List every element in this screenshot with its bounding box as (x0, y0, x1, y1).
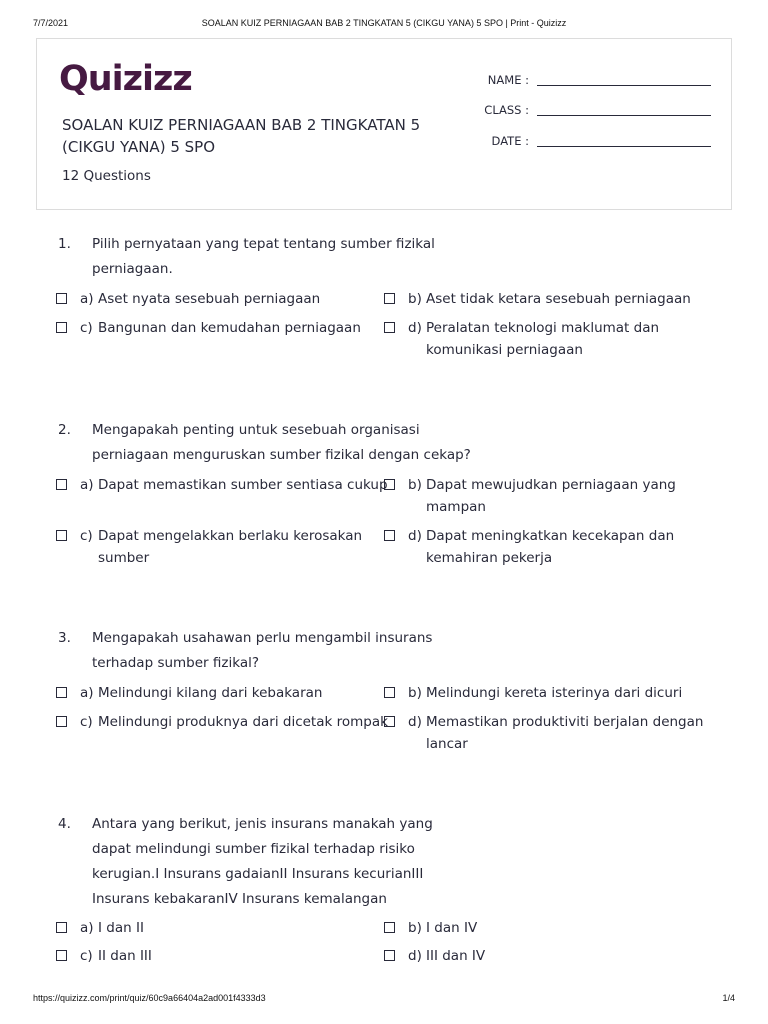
date-line[interactable] (537, 146, 711, 147)
option-text: Peralatan teknologi maklumat dan komunikasi perniagaan (426, 320, 660, 358)
checkbox[interactable] (56, 922, 67, 933)
quiz-header-card (36, 38, 732, 210)
option-letter: a) (80, 477, 94, 493)
question-text: Antara yang berikut, jenis insurans manakah yang dapat melindungi sumber fizikal terhadap risiko kerugian.I Insurans gadaianII Insurans kecurianIII Insurans kebakaranIV Insurans kemalangan (92, 816, 433, 907)
option-letter: c) (80, 528, 93, 544)
option-text: Melindungi kereta isterinya dari dicuri (426, 685, 683, 701)
checkbox[interactable] (384, 322, 395, 333)
checkbox[interactable] (56, 293, 67, 304)
name-line[interactable] (537, 85, 711, 86)
class-line[interactable] (537, 115, 711, 116)
checkbox[interactable] (56, 716, 67, 727)
checkbox[interactable] (56, 530, 67, 541)
option-text: Dapat mewujudkan perniagaan yang mampan (426, 477, 676, 515)
question-text: Pilih pernyataan yang tepat tentang sumber fizikal perniagaan. (92, 236, 435, 277)
option-text: Dapat memastikan sumber sentiasa cukup (98, 477, 388, 493)
option-letter: d) (408, 948, 422, 964)
option-letter: d) (408, 528, 422, 544)
option-letter: c) (80, 714, 93, 730)
option-letter: c) (80, 948, 93, 964)
date-label: DATE : (491, 134, 529, 148)
checkbox[interactable] (56, 322, 67, 333)
option-letter: b) (408, 920, 422, 936)
svg-text:Quizizz: Quizizz (59, 59, 192, 97)
option-text: Memastikan produktiviti berjalan dengan lancar (426, 714, 704, 752)
print-date: 7/7/2021 (33, 18, 69, 28)
option-text: Dapat mengelakkan berlaku kerosakan sumber (98, 528, 363, 566)
option-letter: a) (80, 685, 94, 701)
question-number: 4. (58, 816, 71, 832)
print-footer (33, 993, 735, 1005)
option-text: Aset nyata sesebuah perniagaan (98, 291, 321, 307)
option-letter: b) (408, 477, 422, 493)
quiz-title: SOALAN KUIZ PERNIAGAAN BAB 2 TINGKATAN 5 (CIKGU YANA) 5 SPO (62, 116, 421, 156)
checkbox[interactable] (384, 687, 395, 698)
option-text: Melindungi kilang dari kebakaran (98, 685, 323, 701)
date-field[interactable] (457, 132, 713, 152)
option-letter: c) (80, 320, 93, 336)
option-letter: b) (408, 291, 422, 307)
option-text: I dan II (98, 920, 144, 936)
question-text: Mengapakah usahawan perlu mengambil insurans terhadap sumber fizikal? (92, 630, 433, 671)
option-text: Dapat meningkatkan kecekapan dan kemahiran pekerja (426, 528, 675, 566)
question-number: 1. (58, 236, 71, 252)
quizizz-logo (59, 57, 199, 97)
option-letter: a) (80, 291, 94, 307)
class-field[interactable] (457, 101, 713, 121)
checkbox[interactable] (56, 687, 67, 698)
option-letter: d) (408, 714, 422, 730)
class-label: CLASS : (484, 103, 529, 117)
checkbox[interactable] (384, 716, 395, 727)
checkbox[interactable] (384, 530, 395, 541)
option-text: III dan IV (426, 948, 486, 964)
question-text: Mengapakah penting untuk sesebuah organisasi perniagaan menguruskan sumber fizikal dengan cekap? (92, 422, 471, 463)
question-count: 12 Questions (62, 168, 151, 184)
option-text: Melindungi produknya dari dicetak rompak (98, 714, 388, 730)
checkbox[interactable] (384, 922, 395, 933)
option-letter: b) (408, 685, 422, 701)
checkbox[interactable] (56, 950, 67, 961)
checkbox[interactable] (384, 950, 395, 961)
checkbox[interactable] (384, 479, 395, 490)
option-text: Aset tidak ketara sesebuah perniagaan (426, 291, 691, 307)
question-number: 2. (58, 422, 71, 438)
print-header (33, 18, 735, 30)
question-number: 3. (58, 630, 71, 646)
checkbox[interactable] (384, 293, 395, 304)
page-number: 1/4 (722, 993, 735, 1003)
checkbox[interactable] (56, 479, 67, 490)
print-page-title: SOALAN KUIZ PERNIAGAAN BAB 2 TINGKATAN 5 (CIKGU YANA) 5 SPO | Print - Quizizz (201, 18, 567, 28)
option-text: II dan III (98, 948, 152, 964)
option-letter: d) (408, 320, 422, 336)
option-letter: a) (80, 920, 94, 936)
option-text: I dan IV (426, 920, 478, 936)
option-text: Bangunan dan kemudahan perniagaan (98, 320, 361, 336)
print-url: https://quizizz.com/print/quiz/60c9a66404a2ad001f4333d3 (33, 993, 266, 1003)
name-label: NAME : (487, 73, 529, 87)
name-field[interactable] (457, 71, 713, 91)
